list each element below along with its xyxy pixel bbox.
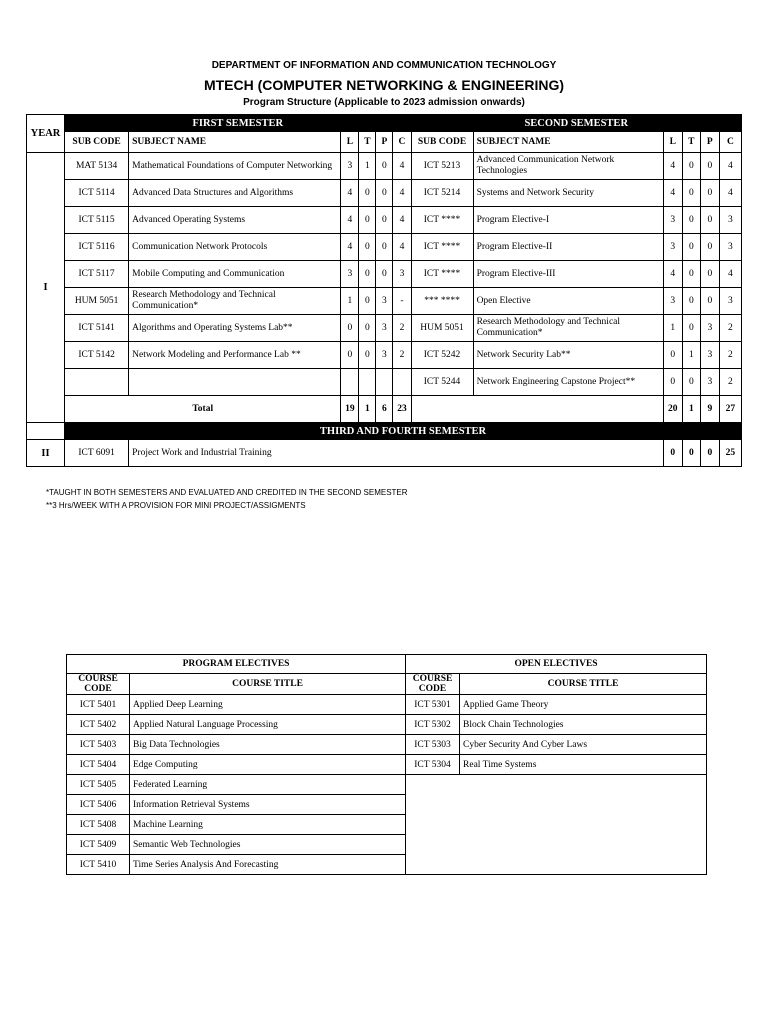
- sem2-total-c: 27: [719, 396, 741, 423]
- sem2-l: 0: [663, 342, 682, 369]
- first-semester-header: FIRST SEMESTER: [65, 115, 411, 132]
- year-cell: I: [27, 153, 65, 423]
- sem2-p: 0: [700, 153, 719, 180]
- year-header: YEAR: [27, 115, 65, 153]
- open-elective-title: Cyber Security And Cyber Laws: [460, 735, 707, 755]
- sem2-subject-name: Network Engineering Capstone Project**: [473, 369, 663, 396]
- sem2-sub-code: ICT 5214: [411, 180, 473, 207]
- sem1-sub-code: [65, 369, 129, 396]
- sem1-t: 0: [359, 315, 376, 342]
- course-row: [27, 153, 742, 180]
- sem1-sub-code: MAT 5134: [65, 153, 129, 180]
- sem1-l: 4: [341, 234, 359, 261]
- sem1-subject-name: [129, 369, 341, 396]
- open-electives-header: OPEN ELECTIVES: [406, 655, 707, 674]
- sem1-c: 4: [393, 234, 411, 261]
- col-p: P: [700, 132, 719, 153]
- sem1-subject-name: Advanced Data Structures and Algorithms: [129, 180, 341, 207]
- course-row: [27, 288, 742, 315]
- program-electives-header: PROGRAM ELECTIVES: [67, 655, 406, 674]
- course-row: [27, 369, 742, 396]
- program-elective-title: Machine Learning: [130, 815, 406, 835]
- course-row: [27, 261, 742, 288]
- year-blank: [27, 423, 65, 440]
- col-subject-name: SUBJECT NAME: [129, 132, 341, 153]
- program-elective-code: ICT 5404: [67, 755, 130, 775]
- sem1-total-l: 19: [341, 396, 359, 423]
- sem1-t: [359, 369, 376, 396]
- sem1-sub-code: ICT 5117: [65, 261, 129, 288]
- sem1-subject-name: Mathematical Foundations of Computer Networking: [129, 153, 341, 180]
- program-elective-code: ICT 5405: [67, 775, 130, 795]
- project-p: 0: [700, 440, 719, 467]
- col-course-code: COURSE CODE: [67, 674, 130, 695]
- program-elective-code: ICT 5409: [67, 835, 130, 855]
- sem2-t: 0: [682, 153, 700, 180]
- sem1-l: 4: [341, 207, 359, 234]
- program-elective-title: Semantic Web Technologies: [130, 835, 406, 855]
- elective-row: [67, 735, 707, 755]
- program-elective-title: Applied Deep Learning: [130, 695, 406, 715]
- elective-row: [67, 695, 707, 715]
- program-elective-code: ICT 5403: [67, 735, 130, 755]
- year-cell: II: [27, 440, 65, 467]
- sem2-l: 3: [663, 288, 682, 315]
- empty-cell: [406, 775, 707, 795]
- sem2-c: 4: [719, 153, 741, 180]
- sem2-subject-name: Advanced Communication Network Technologies: [473, 153, 663, 180]
- elective-row: [67, 755, 707, 775]
- project-l: 0: [663, 440, 682, 467]
- col-t: T: [682, 132, 700, 153]
- sem1-t: 0: [359, 261, 376, 288]
- sem2-l: 0: [663, 369, 682, 396]
- sem2-t: 1: [682, 342, 700, 369]
- sem2-total-l: 20: [663, 396, 682, 423]
- footnote-1: *TAUGHT IN BOTH SEMESTERS AND EVALUATED AND CREDITED IN THE SECOND SEMESTER: [46, 488, 408, 497]
- third-fourth-header-row: [27, 423, 742, 440]
- sem1-subject-name: Network Modeling and Performance Lab **: [129, 342, 341, 369]
- sem1-l: 4: [341, 180, 359, 207]
- sem1-p: 3: [376, 315, 393, 342]
- sem1-c: 4: [393, 153, 411, 180]
- empty-cell: [406, 855, 707, 875]
- sem1-p: 0: [376, 234, 393, 261]
- sem1-total-t: 1: [359, 396, 376, 423]
- col-c: C: [393, 132, 411, 153]
- sem2-sub-code: ICT 5244: [411, 369, 473, 396]
- sem2-subject-name: Systems and Network Security: [473, 180, 663, 207]
- sem2-t: 0: [682, 180, 700, 207]
- sem1-c: 4: [393, 207, 411, 234]
- sem2-t: 0: [682, 369, 700, 396]
- project-name: Project Work and Industrial Training: [129, 440, 664, 467]
- sem1-c: 4: [393, 180, 411, 207]
- sem2-c: 4: [719, 261, 741, 288]
- empty-cell: [406, 795, 707, 815]
- elective-row: [67, 795, 707, 815]
- sem2-p: 3: [700, 369, 719, 396]
- sem1-p: 0: [376, 261, 393, 288]
- footnote-2: **3 Hrs/WEEK WITH A PROVISION FOR MINI PROJECT/ASSIGMENTS: [46, 501, 306, 510]
- third-fourth-semester-header: THIRD AND FOURTH SEMESTER: [65, 423, 742, 440]
- sem1-sub-code: ICT 5116: [65, 234, 129, 261]
- empty-cell: [406, 815, 707, 835]
- sem1-c: 3: [393, 261, 411, 288]
- program-elective-title: Information Retrieval Systems: [130, 795, 406, 815]
- sem1-t: 0: [359, 207, 376, 234]
- col-course-title: COURSE TITLE: [460, 674, 707, 695]
- sem1-c: -: [393, 288, 411, 315]
- sem2-p: 3: [700, 315, 719, 342]
- col-l: L: [341, 132, 359, 153]
- open-elective-title: Applied Game Theory: [460, 695, 707, 715]
- course-row: [27, 180, 742, 207]
- sem1-l: 3: [341, 261, 359, 288]
- structure-subtitle: Program Structure (Applicable to 2023 admission onwards): [243, 97, 525, 108]
- sem1-sub-code: ICT 5115: [65, 207, 129, 234]
- sem1-t: 0: [359, 180, 376, 207]
- project-code: ICT 6091: [65, 440, 129, 467]
- department-heading: DEPARTMENT OF INFORMATION AND COMMUNICATION TECHNOLOGY: [211, 60, 557, 71]
- sem2-c: 2: [719, 315, 741, 342]
- sem2-sub-code: HUM 5051: [411, 315, 473, 342]
- sem1-c: 2: [393, 315, 411, 342]
- sem2-l: 1: [663, 315, 682, 342]
- col-c: C: [719, 132, 741, 153]
- sem2-subject-name: Program Elective-I: [473, 207, 663, 234]
- sem2-c: 3: [719, 288, 741, 315]
- program-elective-title: Federated Learning: [130, 775, 406, 795]
- total-label: Total: [65, 396, 341, 423]
- total-row: [27, 396, 742, 423]
- sem2-total-t: 1: [682, 396, 700, 423]
- sem1-p: [376, 369, 393, 396]
- sem1-p: 0: [376, 180, 393, 207]
- sem2-subject-name: Network Security Lab**: [473, 342, 663, 369]
- sem1-t: 0: [359, 234, 376, 261]
- open-elective-code: ICT 5302: [406, 715, 460, 735]
- open-elective-code: ICT 5301: [406, 695, 460, 715]
- col-subject-name: SUBJECT NAME: [473, 132, 663, 153]
- sem2-c: 2: [719, 342, 741, 369]
- empty-cell: [406, 835, 707, 855]
- sem1-total-p: 6: [376, 396, 393, 423]
- col-sub-code: SUB CODE: [65, 132, 129, 153]
- sem2-t: 0: [682, 315, 700, 342]
- col-course-title: COURSE TITLE: [130, 674, 406, 695]
- col-p: P: [376, 132, 393, 153]
- project-c: 25: [719, 440, 741, 467]
- sem2-subject-name: Program Elective-III: [473, 261, 663, 288]
- sem2-c: 2: [719, 369, 741, 396]
- sem1-l: 1: [341, 288, 359, 315]
- col-t: T: [359, 132, 376, 153]
- course-row: [27, 207, 742, 234]
- open-elective-code: ICT 5303: [406, 735, 460, 755]
- sem2-sub-code: ICT ****: [411, 207, 473, 234]
- sem1-subject-name: Communication Network Protocols: [129, 234, 341, 261]
- elective-row: [67, 835, 707, 855]
- sem1-subject-name: Algorithms and Operating Systems Lab**: [129, 315, 341, 342]
- col-sub-code: SUB CODE: [411, 132, 473, 153]
- program-title: MTECH (COMPUTER NETWORKING & ENGINEERING): [203, 77, 565, 93]
- sem1-p: 0: [376, 207, 393, 234]
- sem2-p: 0: [700, 234, 719, 261]
- sem1-p: 3: [376, 342, 393, 369]
- sem1-subject-name: Mobile Computing and Communication: [129, 261, 341, 288]
- sem1-p: 0: [376, 153, 393, 180]
- program-elective-title: Edge Computing: [130, 755, 406, 775]
- sem1-subject-name: Research Methodology and Technical Communication*: [129, 288, 341, 315]
- sem2-subject-name: Program Elective-II: [473, 234, 663, 261]
- project-t: 0: [682, 440, 700, 467]
- elective-row: [67, 855, 707, 875]
- sem2-c: 3: [719, 207, 741, 234]
- elective-row: [67, 775, 707, 795]
- col-course-code: COURSE CODE: [406, 674, 460, 695]
- open-elective-code: ICT 5304: [406, 755, 460, 775]
- program-elective-title: Time Series Analysis And Forecasting: [130, 855, 406, 875]
- sem1-subject-name: Advanced Operating Systems: [129, 207, 341, 234]
- sem2-c: 4: [719, 180, 741, 207]
- sem2-subject-name: Open Elective: [473, 288, 663, 315]
- sem1-sub-code: ICT 5142: [65, 342, 129, 369]
- sem2-sub-code: ICT ****: [411, 261, 473, 288]
- sem2-p: 0: [700, 288, 719, 315]
- sem1-c: [393, 369, 411, 396]
- open-elective-title: Real Time Systems: [460, 755, 707, 775]
- sem2-p: 3: [700, 342, 719, 369]
- elective-row: [67, 715, 707, 735]
- course-row: [27, 342, 742, 369]
- electives-table: [66, 654, 707, 875]
- sem1-l: 3: [341, 153, 359, 180]
- program-elective-code: ICT 5406: [67, 795, 130, 815]
- col-l: L: [663, 132, 682, 153]
- sem2-sub-code: *** ****: [411, 288, 473, 315]
- sem1-sub-code: ICT 5114: [65, 180, 129, 207]
- sem2-l: 4: [663, 153, 682, 180]
- sem2-t: 0: [682, 288, 700, 315]
- sem2-l: 4: [663, 180, 682, 207]
- program-elective-code: ICT 5402: [67, 715, 130, 735]
- sem2-sub-code: ICT ****: [411, 234, 473, 261]
- sem1-l: 0: [341, 342, 359, 369]
- sem2-t: 0: [682, 207, 700, 234]
- total-blank: [411, 396, 663, 423]
- open-elective-title: Block Chain Technologies: [460, 715, 707, 735]
- sem1-l: 0: [341, 315, 359, 342]
- project-row: [27, 440, 742, 467]
- sem1-p: 3: [376, 288, 393, 315]
- sem2-subject-name: Research Methodology and Technical Communication*: [473, 315, 663, 342]
- program-structure-table: [26, 114, 742, 467]
- sem2-t: 0: [682, 261, 700, 288]
- sem1-t: 0: [359, 288, 376, 315]
- sem1-sub-code: HUM 5051: [65, 288, 129, 315]
- sem2-l: 3: [663, 207, 682, 234]
- sem2-p: 0: [700, 180, 719, 207]
- course-row: [27, 315, 742, 342]
- elective-row: [67, 815, 707, 835]
- sem2-p: 0: [700, 261, 719, 288]
- program-elective-title: Applied Natural Language Processing: [130, 715, 406, 735]
- program-elective-code: ICT 5401: [67, 695, 130, 715]
- sem2-sub-code: ICT 5213: [411, 153, 473, 180]
- sem1-l: [341, 369, 359, 396]
- program-elective-code: ICT 5408: [67, 815, 130, 835]
- sem2-c: 3: [719, 234, 741, 261]
- sem2-sub-code: ICT 5242: [411, 342, 473, 369]
- sem2-t: 0: [682, 234, 700, 261]
- course-row: [27, 234, 742, 261]
- sem2-l: 3: [663, 234, 682, 261]
- sem1-t: 0: [359, 342, 376, 369]
- sem1-total-c: 23: [393, 396, 411, 423]
- program-elective-code: ICT 5410: [67, 855, 130, 875]
- sem2-total-p: 9: [700, 396, 719, 423]
- sem1-c: 2: [393, 342, 411, 369]
- sem2-p: 0: [700, 207, 719, 234]
- second-semester-header: SECOND SEMESTER: [411, 115, 742, 132]
- program-elective-title: Big Data Technologies: [130, 735, 406, 755]
- sem2-l: 4: [663, 261, 682, 288]
- sem1-t: 1: [359, 153, 376, 180]
- sem1-sub-code: ICT 5141: [65, 315, 129, 342]
